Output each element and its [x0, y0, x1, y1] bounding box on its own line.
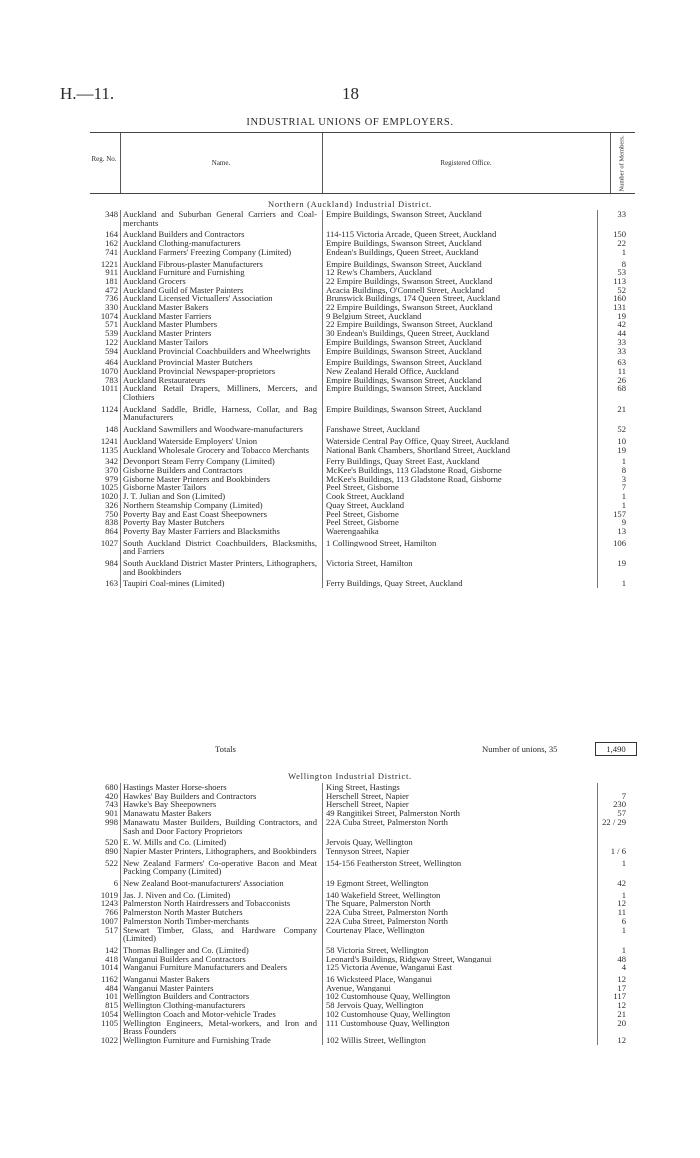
- registered-office: 125 Victoria Avenue, Wanganui East: [326, 963, 452, 973]
- registered-office: Cook Street, Auckland: [326, 492, 405, 501]
- reg-no: 148: [105, 424, 118, 435]
- union-name: Auckland Provincial Coachbuilders and Wheelwrights: [123, 345, 311, 356]
- union-name: Thomas Ballinger and Co. (Limited): [123, 944, 249, 955]
- column-header: [90, 132, 635, 194]
- registered-office: Ferry Buildings, Quay Street, Auckland: [326, 579, 463, 589]
- member-count: 1 / 6: [610, 845, 626, 856]
- total-members: 1,490: [595, 742, 637, 756]
- member-count: 117: [613, 991, 626, 1002]
- registered-office: Waterside Central Pay Office, Quay Street, Auckland: [326, 436, 509, 446]
- table-row: [90, 926, 635, 943]
- member-count: 7: [621, 790, 626, 801]
- reg-no: 326: [105, 499, 118, 510]
- reg-no: 122: [105, 336, 118, 347]
- reg-no: 594: [105, 345, 118, 356]
- table-row: [90, 446, 635, 455]
- union-name: Auckland Wholesale Grocery and Tobacco Merchants: [123, 444, 309, 455]
- union-name: Stewart Timber, Glass, and Hardware Company (Limited): [123, 924, 317, 944]
- member-count: 53: [617, 267, 626, 278]
- registered-office: 58 Victoria Street, Wellington: [326, 945, 429, 955]
- union-name: Palmerston North Timber-merchants: [123, 915, 249, 926]
- registered-office: The Square, Palmerston North: [326, 899, 431, 909]
- registered-office: Courtenay Place, Wellington: [326, 925, 425, 935]
- member-count: 1: [621, 889, 626, 900]
- reg-no: 1105: [101, 1017, 118, 1028]
- union-name: New Zealand Boot-manufacturers' Association: [123, 878, 284, 889]
- col-members: Number of Members.: [618, 134, 626, 192]
- reg-no: 464: [105, 357, 118, 368]
- reg-no: 1011: [101, 383, 118, 394]
- member-count: 52: [617, 284, 626, 295]
- registered-office: Empire Buildings, Swanson Street, Auckland: [326, 375, 482, 385]
- reg-no: 142: [105, 944, 118, 955]
- registered-office: 49 Rangitikei Street, Palmerston North: [326, 809, 460, 818]
- reg-no: 984: [105, 558, 118, 569]
- union-name: Devonport Steam Ferry Company (Limited): [123, 456, 275, 467]
- table-row: [90, 818, 635, 835]
- union-name: Auckland Furniture and Furnishing: [123, 267, 245, 278]
- reg-no: 348: [105, 209, 118, 219]
- reg-no: 911: [105, 267, 118, 278]
- reg-no: 520: [105, 837, 118, 848]
- registered-office: 22 Empire Buildings, Swanson Street, Auckland: [326, 320, 493, 330]
- registered-office: 22A Cuba Street, Palmerston North: [326, 908, 448, 917]
- member-count: 33: [617, 209, 626, 219]
- union-name: Auckland Master Plumbers: [123, 319, 218, 330]
- member-count: 19: [617, 310, 626, 321]
- registered-office: Brunswick Buildings, 174 Queen Street, Auckland: [326, 294, 501, 304]
- table-row: [90, 879, 635, 888]
- union-name: J. T. Julian and Son (Limited): [123, 491, 226, 502]
- reg-no: 571: [105, 319, 118, 330]
- table-row: [90, 1019, 635, 1036]
- registered-office: Empire Buildings, Swanson Street, Auckland: [326, 210, 482, 219]
- reg-no: 181: [105, 275, 118, 286]
- unions-count: Number of unions, 35: [482, 744, 558, 754]
- registered-office: 140 Wakefield Street, Wellington: [326, 890, 441, 900]
- union-name: Wanganui Furniture Manufacturers and Dealers: [123, 962, 287, 973]
- union-name: Auckland Licensed Victuallers' Association: [123, 293, 273, 304]
- member-count: 33: [617, 345, 626, 356]
- registered-office: 22 Empire Buildings, Swanson Street, Auckland: [326, 303, 493, 312]
- registered-office: 19 Egmont Street, Wellington: [326, 879, 429, 888]
- member-count: 22 / 29: [602, 816, 626, 827]
- reg-no: 1027: [100, 537, 118, 548]
- registered-office: 102 Customhouse Quay, Wellington: [326, 992, 451, 1002]
- reg-no: 484: [105, 982, 118, 993]
- reg-no: 517: [105, 924, 118, 935]
- registered-office: Empire Buildings, Swanson Street, Auckland: [326, 358, 482, 367]
- table-row: [90, 384, 635, 401]
- reg-no: 1070: [100, 365, 118, 376]
- member-count: 33: [617, 336, 626, 347]
- member-count: 4: [621, 962, 626, 973]
- union-name: New Zealand Farmers' Co-operative Bacon and Meat Packing Company (Limited): [123, 857, 317, 877]
- reg-no: 1243: [100, 898, 118, 909]
- registered-office: 30 Endean's Buildings, Queen Street, Auckland: [326, 329, 490, 338]
- reg-no: 815: [105, 1000, 118, 1011]
- member-count: 57: [617, 808, 626, 819]
- union-name: Auckland Guild of Master Painters: [123, 284, 244, 295]
- registered-office: Fanshawe Street, Auckland: [326, 425, 420, 434]
- reg-no: 1019: [100, 889, 118, 900]
- member-count: 26: [617, 374, 626, 385]
- reg-no: 1014: [100, 962, 118, 973]
- registered-office: Ferry Buildings, Quay Street East, Auckland: [326, 457, 480, 466]
- reg-no: 864: [105, 525, 118, 536]
- registered-office: Empire Buildings, Swanson Street, Auckland: [326, 337, 482, 347]
- member-count: 150: [613, 229, 626, 240]
- member-count: 113: [613, 275, 626, 286]
- member-count: 52: [617, 424, 626, 435]
- union-name: Palmerston North Master Butchers: [123, 907, 243, 918]
- union-name: Auckland Master Bakers: [123, 302, 209, 313]
- union-name: South Auckland District Coachbuilders, Blacksmiths, and Farriers: [123, 537, 317, 557]
- union-name: Poverty Bay Master Butchers: [123, 517, 225, 528]
- reg-no: 1054: [100, 1008, 118, 1019]
- union-name: Jas. J. Niven and Co. (Limited): [123, 889, 231, 900]
- member-count: 1: [621, 491, 626, 502]
- table-row: [90, 539, 635, 556]
- union-name: Auckland Farmers' Freezing Company (Limited): [123, 246, 292, 257]
- table-row: [90, 1036, 635, 1045]
- registered-office: Peel Street, Gisborne: [326, 509, 399, 519]
- member-count: 20: [617, 1017, 626, 1028]
- member-count: 1: [621, 246, 626, 257]
- registered-office: 22A Cuba Street, Palmerston North: [326, 817, 448, 827]
- table-row: [90, 847, 635, 856]
- registered-office: Herschell Street, Napier: [326, 800, 409, 810]
- member-count: 8: [621, 258, 626, 269]
- col-reg-no: Reg. No.: [91, 155, 117, 163]
- union-name: Wellington Furniture and Furnishing Trade: [123, 1034, 271, 1045]
- registered-office: Empire Buildings, Swanson Street, Auckland: [326, 239, 482, 248]
- union-name: Auckland Master Tailors: [123, 336, 209, 347]
- col-office: Registered Office.: [440, 159, 492, 167]
- union-name: Wellington Clothing-manufacturers: [123, 1000, 246, 1011]
- member-count: 12: [617, 898, 626, 909]
- union-name: Auckland Master Farriers: [123, 310, 212, 321]
- reg-no: 163: [105, 578, 118, 589]
- reg-no: 539: [105, 328, 118, 339]
- registered-office: National Bank Chambers, Shortland Street, Auckland: [326, 445, 511, 455]
- union-name: Auckland Provincial Newspaper-proprietors: [123, 365, 276, 376]
- reg-no: 101: [105, 991, 118, 1002]
- member-count: 11: [617, 907, 626, 918]
- totals-label: Totals: [215, 744, 236, 754]
- table-row: [90, 425, 635, 434]
- union-name: Auckland Clothing-manufacturers: [123, 238, 241, 249]
- registered-office: McKee's Buildings, 113 Gladstone Road, Gisborne: [326, 474, 502, 484]
- member-count: 6: [621, 915, 626, 926]
- union-name: Auckland Saddle, Bridle, Harness, Collar, and Bag Manufacturers: [123, 403, 317, 423]
- member-count: 1: [621, 578, 626, 589]
- union-name: Northern Steamship Company (Limited): [123, 499, 263, 510]
- union-name: Hastings Master Horse-shoers: [123, 782, 227, 792]
- registered-office: 22A Cuba Street, Palmerston North: [326, 916, 448, 926]
- registered-office: Empire Buildings, Swanson Street, Auckland: [326, 346, 482, 356]
- registered-office: 102 Customhouse Quay, Wellington: [326, 1009, 451, 1019]
- member-count: 42: [617, 319, 626, 330]
- reg-no: 736: [105, 293, 118, 304]
- reg-no: 1221: [100, 258, 118, 269]
- registered-office: 9 Belgium Street, Auckland: [326, 311, 422, 321]
- reg-no: 1007: [100, 915, 118, 926]
- registered-office: 102 Willis Street, Wellington: [326, 1035, 426, 1045]
- reg-no: 783: [105, 374, 118, 385]
- member-count: 10: [617, 435, 626, 446]
- registered-office: 16 Wicksteed Place, Wanganui: [326, 975, 433, 984]
- union-name: E. W. Mills and Co. (Limited): [123, 837, 227, 848]
- registered-office: McKee's Buildings, 113 Gladstone Road, Gisborne: [326, 465, 502, 475]
- union-name: Auckland and Suburban General Carriers and Coal-merchants: [123, 209, 317, 228]
- union-name: Wanganui Builders and Contractors: [123, 953, 246, 964]
- union-name: Auckland Grocers: [123, 275, 186, 286]
- member-count: 17: [617, 982, 626, 993]
- member-count: 9: [621, 517, 626, 528]
- registered-office: Peel Street, Gisborne: [326, 518, 399, 527]
- reg-no: 890: [105, 845, 118, 856]
- reg-no: 1162: [101, 974, 118, 985]
- member-count: 68: [617, 383, 626, 394]
- reg-no: 741: [105, 246, 118, 257]
- reg-no: 1020: [100, 491, 118, 502]
- reg-no: 838: [105, 517, 118, 528]
- reg-no: 6: [113, 878, 118, 889]
- registered-office: 114-115 Victoria Arcade, Queen Street, Auckland: [326, 230, 497, 240]
- registered-office: Empire Buildings, Swanson Street, Auckland: [326, 404, 482, 414]
- reg-no: 998: [105, 816, 118, 827]
- reg-no: 522: [105, 857, 118, 868]
- reg-no: 1025: [100, 482, 118, 493]
- registered-office: New Zealand Herald Office, Auckland: [326, 366, 459, 376]
- reg-no: 1022: [100, 1034, 118, 1045]
- member-count: 230: [613, 799, 626, 810]
- northern-district-heading: Northern (Auckland) Industrial District.: [268, 199, 432, 209]
- registered-office: 22 Empire Buildings, Swanson Street, Auckland: [326, 276, 493, 286]
- registered-office: Quay Street, Auckland: [326, 500, 405, 510]
- reg-no: 370: [105, 464, 118, 475]
- member-count: 63: [617, 357, 626, 368]
- union-name: Manawatu Master Builders, Building Contractors, and Sash and Door Factory Proprietors: [123, 816, 317, 836]
- registered-office: Avenue, Wanganui: [326, 983, 391, 993]
- member-count: 19: [617, 444, 626, 455]
- table-row: [90, 963, 635, 972]
- registered-office: Acacia Buildings, O'Connell Street, Auckland: [326, 285, 485, 295]
- registered-office: Waerengaahika: [326, 526, 379, 536]
- member-count: 19: [617, 558, 626, 569]
- reg-no: 979: [105, 473, 118, 484]
- reg-no: 472: [105, 284, 118, 295]
- union-name: Poverty Bay Master Farriers and Blacksmiths: [123, 525, 280, 536]
- union-name: Wellington Coach and Motor-vehicle Trades: [123, 1008, 276, 1019]
- registered-office: 58 Jervois Quay, Wellington: [326, 1001, 424, 1010]
- wellington-table: [90, 783, 635, 1045]
- union-name: Gisborne Master Printers and Bookbinders: [123, 473, 271, 484]
- registered-office: 154-156 Featherston Street, Wellington: [326, 858, 462, 868]
- union-name: Wanganui Master Bakers: [123, 974, 210, 985]
- member-count: 42: [617, 878, 626, 889]
- union-name: Hawke's Bay Sheepowners: [123, 799, 217, 810]
- member-count: 106: [613, 537, 626, 548]
- union-name: Poverty Bay and East Coast Sheepowners: [123, 508, 267, 519]
- member-count: 1: [621, 499, 626, 510]
- member-count: 160: [613, 293, 626, 304]
- page-number: 18: [342, 84, 359, 103]
- page-code: H.—11.: [60, 84, 115, 103]
- reg-no: 743: [105, 799, 118, 810]
- member-count: 13: [617, 525, 626, 536]
- union-name: Manawatu Master Bakers: [123, 808, 212, 819]
- member-count: 1: [621, 857, 626, 868]
- reg-no: 1124: [101, 403, 118, 414]
- member-count: 44: [617, 328, 626, 339]
- union-name: Napier Master Printers, Lithographers, and Bookbinders: [123, 845, 317, 856]
- registered-office: 111 Customhouse Quay, Wellington: [326, 1018, 450, 1028]
- northern-table: [90, 210, 635, 588]
- member-count: 157: [613, 508, 626, 519]
- union-name: Auckland Builders and Contractors: [123, 229, 245, 240]
- reg-no: 418: [105, 953, 118, 964]
- union-name: Gisborne Master Tailors: [123, 482, 207, 493]
- table-row: [90, 559, 635, 576]
- union-name: Auckland Sawmillers and Woodware-manufacturers: [123, 424, 303, 435]
- member-count: 131: [613, 302, 626, 313]
- wellington-district-heading: Wellington Industrial District.: [288, 771, 412, 781]
- reg-no: 420: [105, 790, 118, 801]
- member-count: 12: [617, 1034, 626, 1045]
- registered-office: Peel Street, Gisborne: [326, 483, 399, 493]
- table-row: [90, 859, 635, 876]
- member-count: 1: [621, 456, 626, 467]
- member-count: 11: [617, 365, 626, 376]
- registered-office: Jervois Quay, Wellington: [326, 838, 413, 847]
- table-row: [90, 248, 635, 257]
- member-count: 3: [621, 473, 626, 484]
- union-name: Hawkes' Bay Builders and Contractors: [123, 790, 257, 801]
- union-name: Wanganui Master Painters: [123, 982, 214, 993]
- table-row: [90, 210, 635, 227]
- registered-office: Leonard's Buildings, Ridgway Street, Wanganui: [326, 954, 492, 964]
- reg-no: 1074: [100, 310, 118, 321]
- union-name: Wellington Engineers, Metal-workers, and Iron and Brass Founders: [123, 1017, 317, 1037]
- reg-no: 750: [105, 508, 118, 519]
- member-count: 22: [617, 238, 626, 249]
- union-name: Auckland Fibrous-plaster Manufacturers: [123, 258, 263, 269]
- member-count: 12: [617, 974, 626, 985]
- member-count: 21: [617, 403, 626, 414]
- registered-office: Empire Buildings, Swanson Street, Auckland: [326, 259, 482, 269]
- member-count: 12: [617, 1000, 626, 1011]
- union-name: Palmerston North Hairdressers and Tobacconists: [123, 898, 291, 909]
- registered-office: King Street, Hastings: [326, 783, 400, 792]
- member-count: 8: [621, 464, 626, 475]
- registered-office: 1 Collingwood Street, Hamilton: [326, 538, 437, 548]
- union-name: Auckland Master Printers: [123, 328, 212, 339]
- reg-no: 680: [105, 782, 118, 792]
- union-name: Auckland Provincial Master Butchers: [123, 357, 253, 368]
- union-name: Taupiri Coal-mines (Limited): [123, 578, 225, 589]
- member-count: 1: [621, 944, 626, 955]
- reg-no: 342: [105, 456, 118, 467]
- reg-no: 164: [105, 229, 118, 240]
- member-count: 21: [617, 1008, 626, 1019]
- table-row: [90, 527, 635, 536]
- registered-office: 12 Rew's Chambers, Auckland: [326, 268, 432, 277]
- union-name: South Auckland District Master Printers, Lithographers, and Bookbinders: [123, 558, 317, 577]
- reg-no: 1241: [100, 435, 118, 446]
- reg-no: 1135: [101, 444, 118, 455]
- table-row: [90, 347, 635, 356]
- registered-office: Endean's Buildings, Queen Street, Auckland: [326, 247, 479, 257]
- registered-office: Tennyson Street, Napier: [326, 846, 410, 856]
- registered-office: Victoria Street, Hamilton: [326, 559, 413, 568]
- reg-no: 766: [105, 907, 118, 918]
- table-row: [90, 579, 635, 588]
- reg-no: 901: [105, 808, 118, 819]
- union-name: Auckland Waterside Employers' Union: [123, 435, 258, 446]
- member-count: 48: [617, 953, 626, 964]
- registered-office: Empire Buildings, Swanson Street, Auckland: [326, 384, 482, 394]
- registered-office: Herschell Street, Napier: [326, 791, 409, 801]
- member-count: 1: [621, 924, 626, 935]
- col-name: Name.: [211, 159, 231, 167]
- reg-no: 330: [105, 302, 118, 313]
- union-name: Wellington Builders and Contractors: [123, 991, 250, 1002]
- union-name: Auckland Retail Drapers, Milliners, Mercers, and Clothiers: [123, 383, 317, 403]
- union-name: Gisborne Builders and Contractors: [123, 464, 243, 475]
- member-count: 7: [621, 482, 626, 493]
- union-name: Auckland Restaurateurs: [123, 374, 206, 385]
- table-row: [90, 405, 635, 422]
- document-title: INDUSTRIAL UNIONS OF EMPLOYERS.: [246, 117, 454, 128]
- reg-no: 162: [105, 238, 118, 249]
